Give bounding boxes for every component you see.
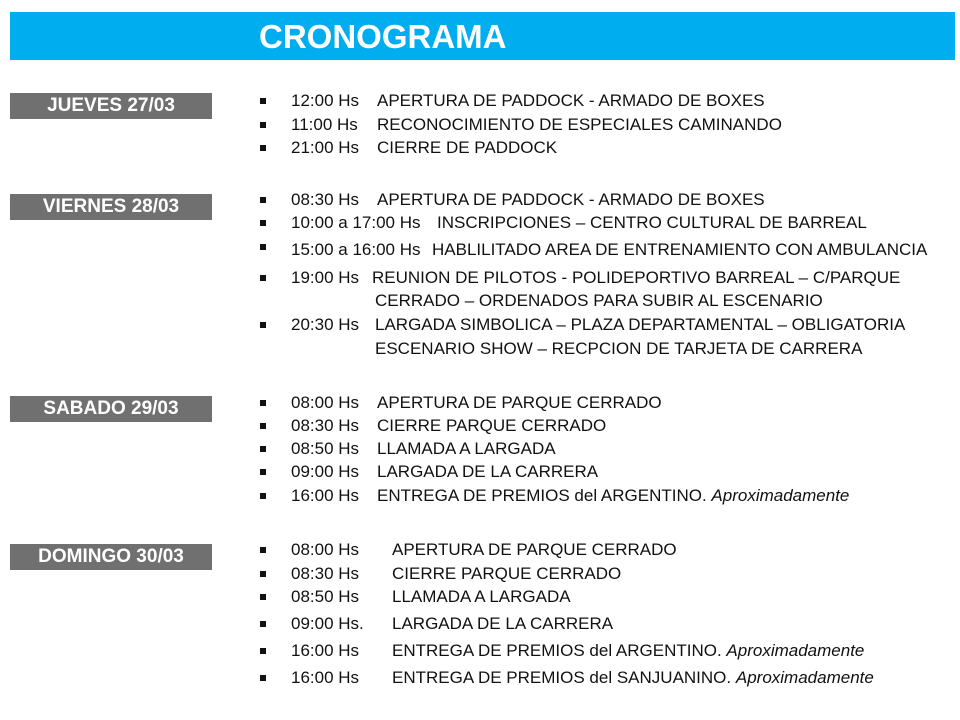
bullet-icon — [260, 400, 266, 406]
item-time: 09:00 Hs — [291, 462, 360, 481]
bullet-icon — [260, 675, 266, 681]
item-desc: LARGADA DE LA CARRERA — [392, 614, 614, 633]
item-time: 08:30 Hs — [291, 416, 360, 435]
item-desc: CIERRE PARQUE CERRADO — [392, 564, 622, 583]
item-desc: ENTREGA DE PREMIOS del ARGENTINO. — [377, 486, 707, 505]
item-time: 16:00 Hs — [291, 486, 360, 505]
item-time: 16:00 Hs — [291, 641, 360, 660]
day-label-jueves: JUEVES 27/03 — [10, 93, 212, 119]
bullet-icon — [260, 98, 266, 104]
item-desc: RECONOCIMIENTO DE ESPECIALES CAMINANDO — [377, 115, 782, 134]
bullet-icon — [260, 648, 266, 654]
bullet-icon — [260, 275, 266, 281]
item-time: 10:00 a 17:00 Hs — [291, 213, 421, 232]
item-desc: APERTURA DE PADDOCK - ARMADO DE BOXES — [377, 91, 765, 110]
item-desc: APERTURA DE PARQUE CERRADO — [377, 393, 662, 412]
bullet-icon — [260, 423, 266, 429]
item-desc: HABLILITADO AREA DE ENTRENAMIENTO CON AMBULANCIA — [432, 240, 928, 259]
bullet-icon — [260, 621, 266, 627]
item-desc: LLAMADA A LARGADA — [392, 587, 571, 606]
item-desc: LARGADA SIMBOLICA – PLAZA DEPARTAMENTAL – OBLIGATORIA — [375, 315, 906, 334]
item-desc: ENTREGA DE PREMIOS del SANJUANINO. — [392, 668, 732, 687]
page-title: CRONOGRAMA — [259, 18, 507, 55]
item-time: 08:30 Hs — [291, 564, 360, 583]
header-banner — [10, 12, 955, 60]
item-time: 08:00 Hs — [291, 540, 360, 559]
item-desc: LLAMADA A LARGADA — [377, 439, 556, 458]
bullet-icon — [260, 122, 266, 128]
item-time: 16:00 Hs — [291, 668, 360, 687]
item-time: 19:00 Hs — [291, 268, 360, 287]
item-desc-continued: ESCENARIO SHOW – RECPCION DE TARJETA DE CARRERA — [375, 339, 863, 358]
item-time: 20:30 Hs — [291, 315, 360, 334]
bullet-icon — [260, 493, 266, 499]
item-desc-continued: CERRADO – ORDENADOS PARA SUBIR AL ESCENARIO — [375, 291, 823, 310]
bullet-icon — [260, 547, 266, 553]
item-desc: INSCRIPCIONES – CENTRO CULTURAL DE BARREAL — [437, 213, 867, 232]
item-time: 08:00 Hs — [291, 393, 360, 412]
bullet-icon — [260, 197, 266, 203]
bullet-icon — [260, 446, 266, 452]
item-note: Aproximadamente — [711, 486, 850, 505]
day-label-viernes: VIERNES 28/03 — [10, 194, 212, 220]
item-time: 21:00 Hs — [291, 138, 360, 157]
item-time: 09:00 Hs. — [291, 614, 364, 633]
bullet-icon — [260, 220, 266, 226]
item-desc: LARGADA DE LA CARRERA — [377, 462, 599, 481]
bullet-icon — [260, 571, 266, 577]
item-desc: REUNION DE PILOTOS - POLIDEPORTIVO BARREAL – C/PARQUE — [372, 268, 901, 287]
bullet-icon — [260, 322, 266, 328]
item-time: 12:00 Hs — [291, 91, 360, 110]
item-desc: APERTURA DE PADDOCK - ARMADO DE BOXES — [377, 190, 765, 209]
item-time: 08:30 Hs — [291, 190, 360, 209]
day-label-domingo: DOMINGO 30/03 — [10, 544, 212, 570]
item-desc: CIERRE PARQUE CERRADO — [377, 416, 607, 435]
item-time: 08:50 Hs — [291, 587, 360, 606]
item-note: Aproximadamente — [735, 668, 874, 687]
bullet-icon — [260, 469, 266, 475]
item-desc: CIERRE DE PADDOCK — [377, 138, 558, 157]
bullet-icon — [260, 145, 266, 151]
item-desc: APERTURA DE PARQUE CERRADO — [392, 540, 677, 559]
bullet-icon — [260, 244, 266, 250]
item-desc: ENTREGA DE PREMIOS del ARGENTINO. — [392, 641, 722, 660]
item-time: 15:00 a 16:00 Hs — [291, 240, 421, 259]
item-time: 11:00 Hs — [291, 115, 358, 134]
day-label-sabado: SABADO 29/03 — [10, 396, 212, 422]
item-note: Aproximadamente — [726, 641, 865, 660]
bullet-icon — [260, 594, 266, 600]
item-time: 08:50 Hs — [291, 439, 360, 458]
